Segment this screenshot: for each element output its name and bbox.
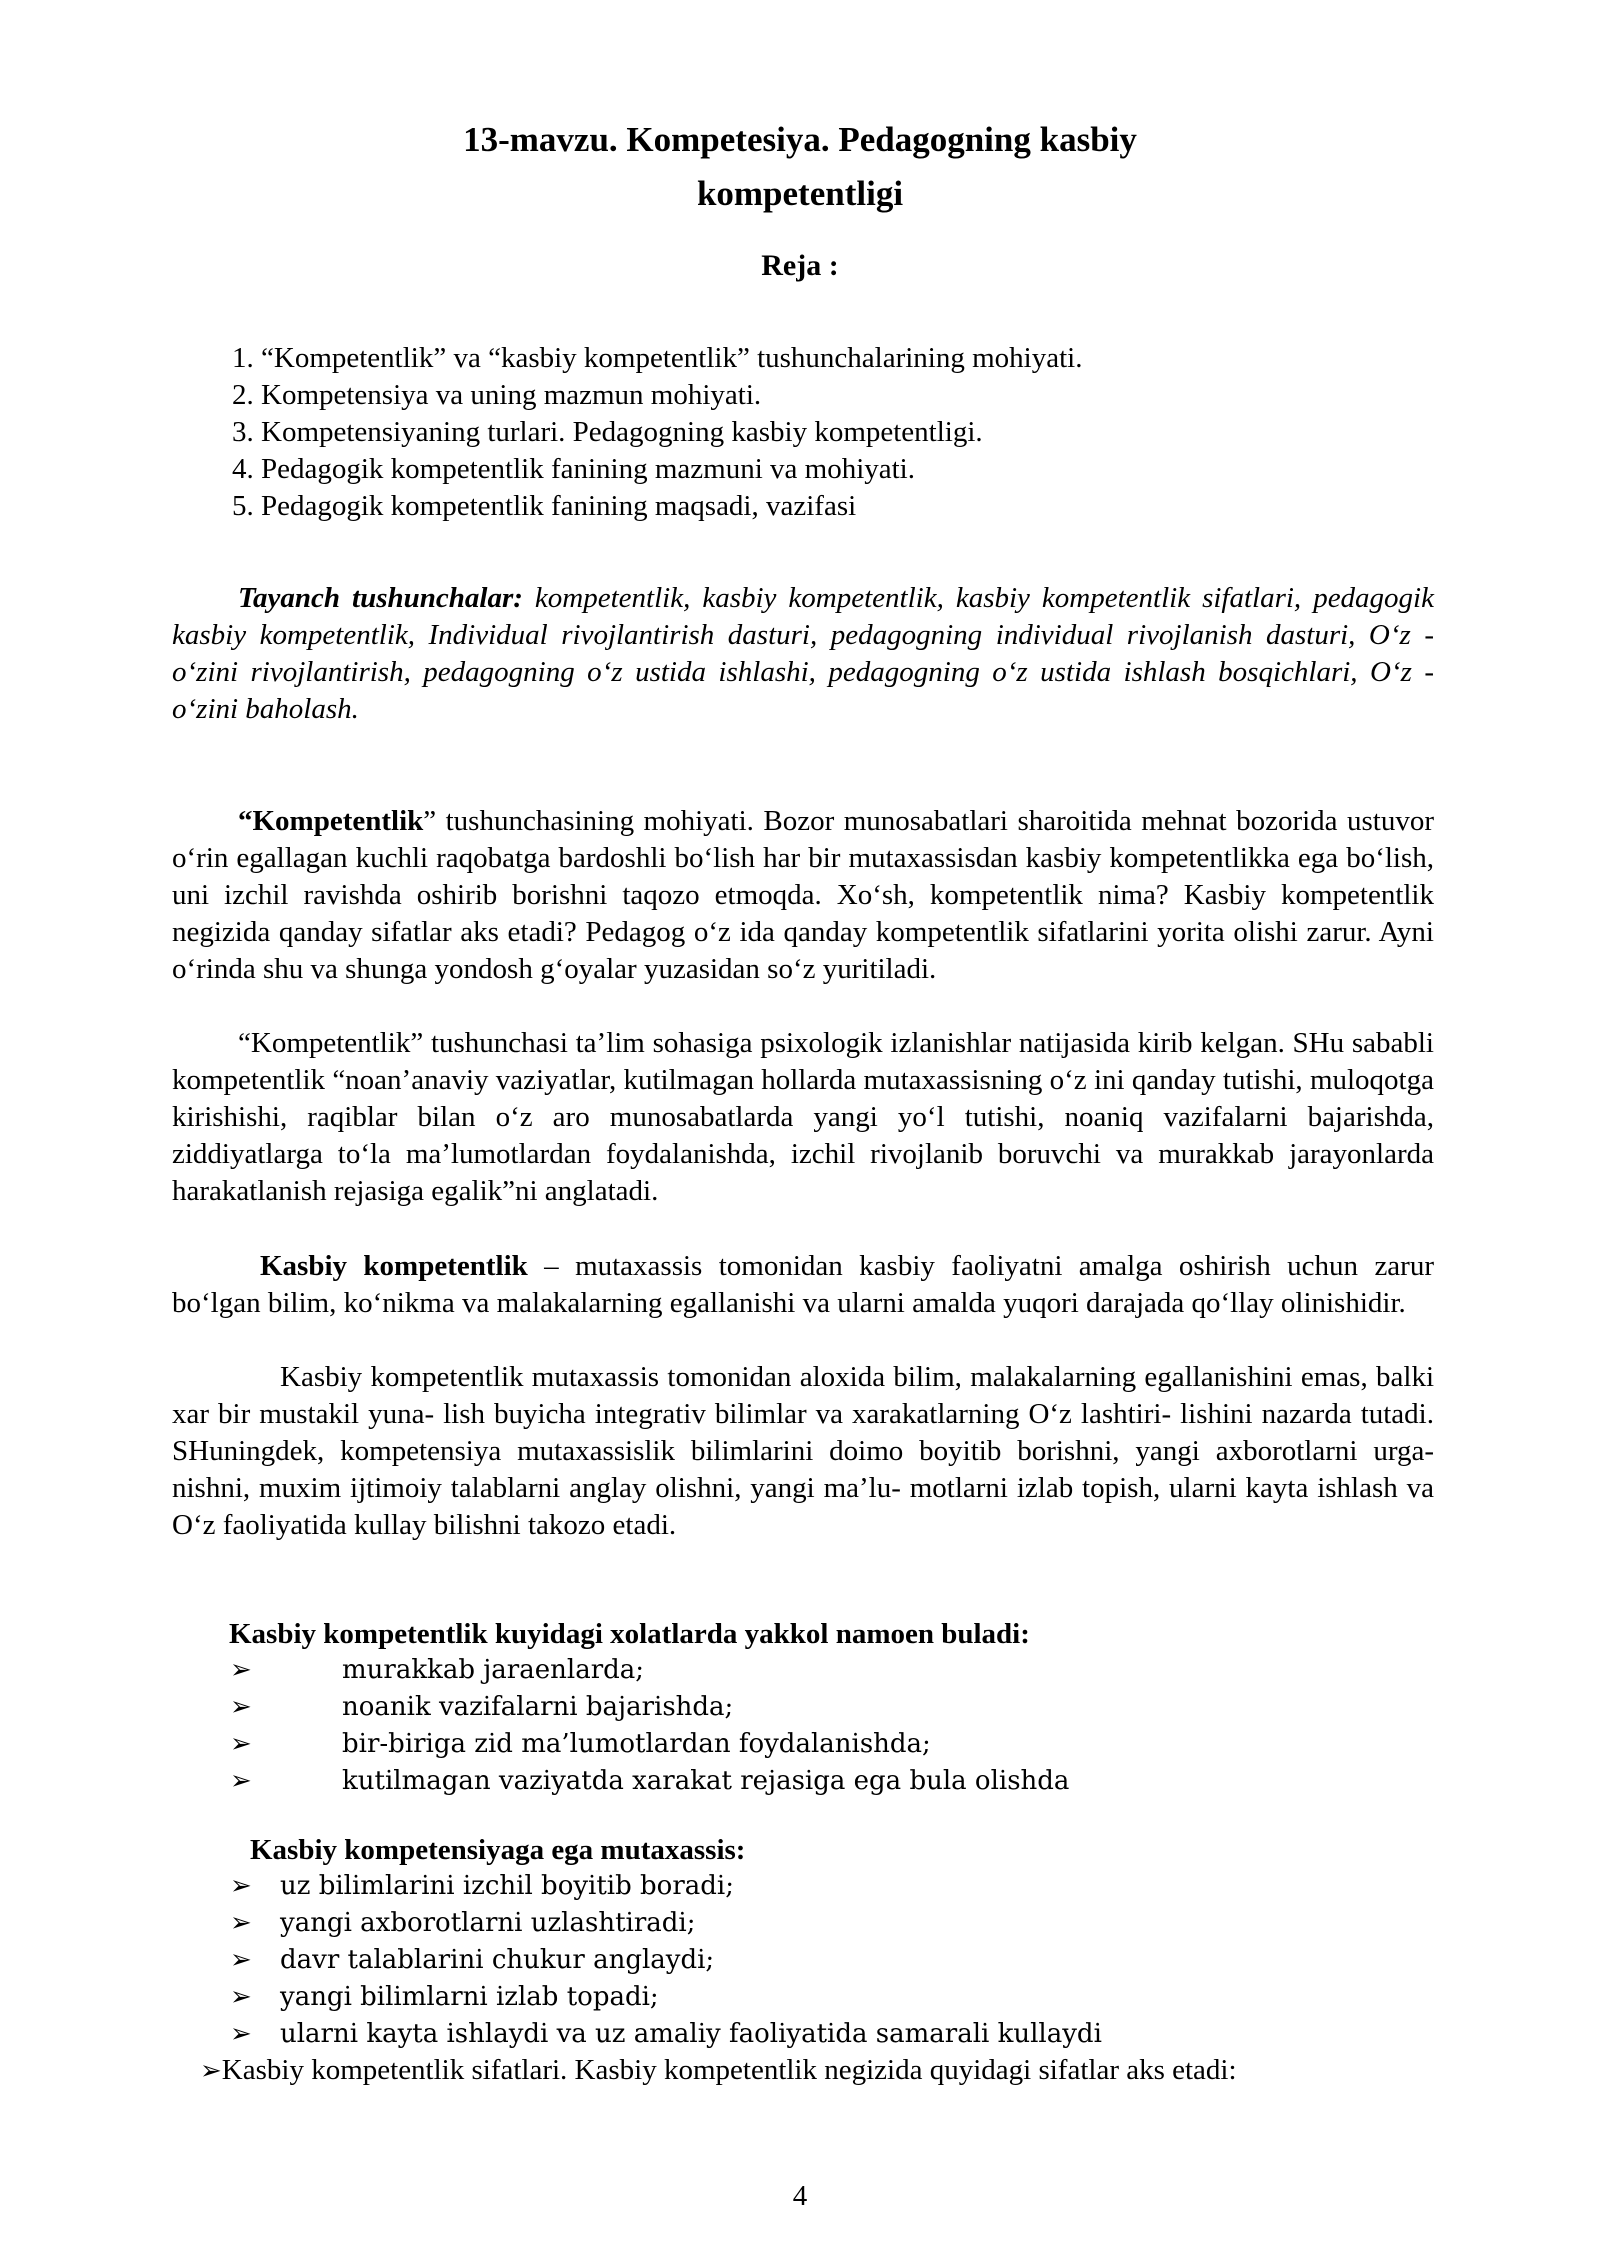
document-page: 13-mavzu. Kompetesiya. Pedagogning kasbiy kompetentligi Reja : 1. “Kompetentlik” va “kasbiy kompetentlik” tushunchalarining mohiyati. 2. Kompetensiya va uning mazmun mohiyati. 3. Kompetensiyaning turlari. Pedagogning kasbiy kompetentligi. 4. Pedagogik kompetentlik fanining mazmuni va mohiyati. 5. Pedagogik kompetentlik fanining maqsadi, vazifasi Tayanch tushunchalar: kompetentlik, kasbiy kompetentlik, kasbiy kompetentlik sifatlari, pedagogik kasbiy kompetentlik, Individual rivojlantirish dasturi, pedagogning individual rivojlanish dasturi, O‘z -o‘zini rivojlantirish, pedagogning o‘z ustida ishlashi, pedagogning o‘z ustida ishlash bosqichlari, O‘z -o‘zini baholash. “Kompetentlik” tushunchasining mohiyati. Bozor munosabatlari sharoitida mehnat bozorida ustuvor o‘rin egallagan kuchli raqobatga bardoshli bo‘lish har bir mutaxassisdan kasbiy kompetentlikka ega bo‘lish, uni izchil ravishda oshirib borishni taqozo etmoqda. Xo‘sh, kompetentlik nima? Kasbiy kompetentlik negizida qanday sifatlar aks etadi? Pedagog o‘z ida qanday kompetentlik sifatlarini yorita olishi zarur. Ayni o‘rinda shu va shunga yondosh g‘oyalar yuzasidan so‘z yuritiladi. “Kompetentlik” tushunchasi ta’lim sohasiga psixologik izlanishlar natijasida kirib kelgan. SHu sababli kompetentlik “noan’anaviy vaziyatlar, kutilmagan hollarda mutaxassisning o‘z ini qanday tutishi, muloqotga kirishishi, raqiblar bilan o‘z aro munosabatlarda yangi yo‘l tutishi, noaniq vazifalarni bajarishda, ziddiyatlarga to‘la ma’lumotlardan foydalanishda, izchil rivojlanib boruvchi va murakkab jarayonlarda harakatlanish rejasiga egalik”ni anglatadi. Kasbiy kompetentlik – mutaxassis tomonidan kasbiy faoliyatni amalga oshirish uchun zarur bo‘lgan bilim, ko‘nikma va malakalarning egallanishi va ularni amalda yuqori darajada qo‘llay olinishidir. Kasbiy kompetentlik mutaxassis tomonidan aloxida bilim, malakalarning egallanishini emas, balki xar bir mustakil yuna- lish buyicha integrativ bilimlar va xarakatlarning O‘z lashtiri- lishini nazarda tutadi. SHuningdek, kompetensiya mutaxassislik bilimlarini doimo boyitib borishni, yangi axborotlarni urga- nishni, muxim ijtimoiy talablarni anglay olishni, yangi ma’lu- motlarni izlab topish, ularni kayta ishlash va O‘z faoliyatida kullay bilishni takozo etadi. Kasbiy kompetentlik kuyidagi xolatlarda yakkol namoen buladi: ➢ murakkab jaraenlarda; ➢ noanik vazifalarni bajarishda; ➢ bir-biriga zid ma’lumotlardan foydalanishda; ➢ kutilmagan vaziyatda xarakat rejasiga ega bula olishda Kasbiy kompetensiyaga ega mutaxassis: ➢ uz bilimlarini izchil boyitib boradi; ➢ yangi axborotlarni uzlashtiradi; ➢ davr talablarini chukur anglaydi; ➢ yangi bilimlarni izlab topadi; ➢ ularni kayta ishlaydi va uz amaliy faoliyatida samarali kullaydi ➢Kasbiy kompetentlik sifatlari. Kasbiy kompetentlik negizida quyidagi sifatlar aks etadi: 4 — [0, 0, 1600, 2263]
paragraph-text: Kasbiy kompetentlik mutaxassis tomonidan aloxida bilim, malakalarning egallanishini emas, balki xar bir mustakil yuna- lish buyicha integrativ bilimlar va xarakatlarning O‘z lashtiri- lishini nazarda tutadi. SHuningdek, kompetensiya mutaxassislik bilimlarini doimo boyitib borishni, yangi axborotlarni urga- nishni, muxim ijtimoiy talablarni anglay olishni, yangi ma’lu- motlarni izlab topish, ularni kayta ishlash va O‘z faoliyatida kullay bilishni takozo etadi. — [172, 1361, 1434, 1541]
plan-list — [232, 340, 1082, 525]
plan-heading: Reja : — [761, 249, 839, 282]
paragraph-bold-term: “Kompetentlik — [238, 805, 424, 837]
arrow-bullet-icon: ➢ — [230, 1908, 252, 1938]
paragraph-professional-competence-integrative — [172, 1359, 1434, 1544]
arrow-bullet-icon: ➢ — [230, 1692, 252, 1722]
arrow-bullet-icon: ➢ — [230, 1655, 252, 1685]
page-title-line-1: 13-mavzu. Kompetesiya. Pedagogning kasbiy — [463, 120, 1137, 159]
paragraph-bold-term: Kasbiy kompetentlik — [260, 1250, 528, 1282]
paragraph-competence-essence — [172, 803, 1434, 988]
qualities-intro-line — [200, 2052, 1237, 2090]
plan-item: 5. Pedagogik kompetentlik fanining maqsadi, vazifasi — [232, 490, 857, 522]
key-concepts-text: kompetentlik, kasbiy kompetentlik, kasbiy kompetentlik sifatlari, pedagogik kasbiy kompetentlik, Individual rivojlantirish dasturi, pedagogning individual rivojlanish dasturi, O‘z -o‘zini rivojlantirish, pedagogning o‘z ustida ishlashi, pedagogning o‘z ustida ishlash bosqichlari, O‘z -o‘zini baholash. — [172, 582, 1434, 725]
arrow-bullet-icon: ➢ — [230, 1871, 252, 1901]
page-title-line-2: kompetentligi — [696, 174, 904, 213]
arrow-bullet-icon: ➢ — [230, 1766, 252, 1796]
arrow-bullet-icon: ➢ — [230, 1982, 252, 2012]
section-heading-specialist: Kasbiy kompetensiyaga ega mutaxassis: — [250, 1834, 746, 1866]
qualities-intro-text: Kasbiy kompetentlik sifatlari. Kasbiy kompetentlik negizida quyidagi sifatlar aks etadi: — [221, 2054, 1237, 2086]
section-heading-manifestation: Kasbiy kompetentlik kuyidagi xolatlarda yakkol namoen buladi: — [229, 1618, 1030, 1650]
arrow-bullet-icon: ➢ — [230, 1729, 252, 1759]
arrow-bullet-icon: ➢ — [230, 1945, 252, 1975]
paragraph-competence-psychology — [172, 1025, 1434, 1210]
arrow-bullet-icon: ➢ — [200, 2056, 222, 2086]
paragraph-professional-competence-definition — [172, 1248, 1434, 1322]
plan-item: 1. “Kompetentlik” va “kasbiy kompetentlik” tushunchalarining mohiyati. — [232, 342, 1083, 374]
plan-item: 2. Kompetensiya va uning mazmun mohiyati. — [232, 379, 762, 411]
page-number: 4 — [792, 2180, 808, 2212]
paragraph-text: – mutaxassis tomonidan kasbiy faoliyatni amalga oshirish uchun zarur bo‘lgan bilim, ko‘nikma va malakalarning egallanishi va ularni amalda yuqori darajada qo‘llay olinishidir. — [172, 1250, 1434, 1319]
paragraph-text: ” tushunchasining mohiyati. Bozor munosabatlari sharoitida mehnat bozorida ustuvor o‘rin egallagan kuchli raqobatga bardoshli bo‘lish har bir mutaxassisdan kasbiy kompetentlikka ega bo‘lish, uni izchil ravishda oshirib borishni taqozo etmoqda. Xo‘sh, kompetentlik nima? Kasbiy kompetentlik negizida qanday sifatlar aks etadi? Pedagog o‘z ida qanday kompetentlik sifatlarini yorita olishi zarur. Ayni o‘rinda shu va shunga yondosh g‘oyalar yuzasidan so‘z yuritiladi. — [172, 805, 1434, 985]
paragraph-text: “Kompetentlik” tushunchasi ta’lim sohasiga psixologik izlanishlar natijasida kirib kelgan. SHu sababli kompetentlik “noan’anaviy vaziyatlar, kutilmagan hollarda mutaxassisning o‘z ini qanday tutishi, muloqotga kirishishi, raqiblar bilan o‘z aro munosabatlarda yangi yo‘l tutishi, noaniq vazifalarni bajarishda, ziddiyatlarga to‘la ma’lumotlardan foydalanishda, izchil rivojlanib boruvchi va murakkab jarayonlarda harakatlanish rejasiga egalik”ni anglatadi. — [172, 1027, 1434, 1207]
key-concepts-label: Tayanch tushunchalar: — [238, 582, 523, 614]
plan-item: 4. Pedagogik kompetentlik fanining mazmuni va mohiyati. — [232, 453, 915, 485]
key-concepts-paragraph — [172, 580, 1434, 728]
arrow-bullet-icon: ➢ — [230, 2019, 252, 2049]
plan-item: 3. Kompetensiyaning turlari. Pedagogning kasbiy kompetentligi. — [232, 416, 983, 448]
